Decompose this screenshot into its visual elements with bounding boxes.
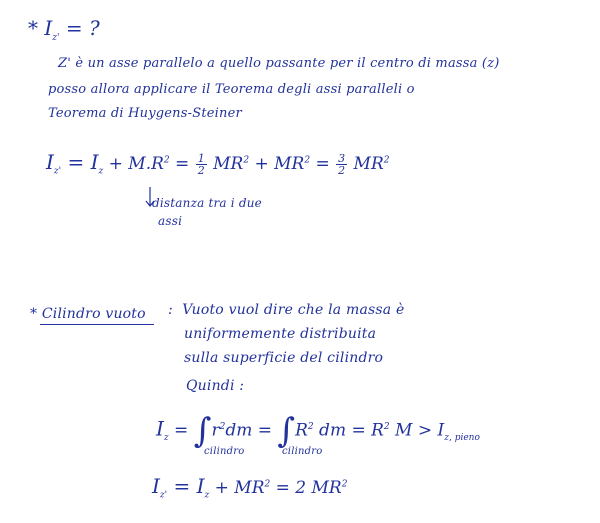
fraction-three-half xyxy=(336,153,347,176)
eq-mr-2: + MR xyxy=(249,154,305,174)
eq-md2: + M.R xyxy=(103,154,164,174)
final-equation xyxy=(152,474,347,500)
eq-equals-1: = xyxy=(169,154,195,174)
question-symbol: * I xyxy=(28,16,53,40)
int-result-sub: z, pieno xyxy=(444,432,480,443)
final-lhs-sub: z' xyxy=(159,490,168,501)
integral-sign-2-icon: ∫ xyxy=(277,411,296,451)
int-lhs: I xyxy=(156,416,164,441)
int-lhs-sub: z xyxy=(163,432,169,443)
quindi-label: Quindi : xyxy=(186,378,245,394)
paragraph-line-1: Z' è un asse parallelo a quello passante per il centro di massa (z) xyxy=(58,56,500,71)
frac1-den: 2 xyxy=(197,164,205,177)
steiner-equation xyxy=(46,150,390,176)
int2-limit: cilindro xyxy=(282,446,323,457)
eq-sq-3: 2 xyxy=(304,155,311,166)
eq-izz: = I xyxy=(61,150,99,174)
int-equals-1: = xyxy=(168,420,194,441)
note-axes: assi xyxy=(158,214,183,228)
frac2-den: 2 xyxy=(338,164,346,177)
integral-sign-icon: ∫ xyxy=(193,411,212,451)
question-tail: = ? xyxy=(65,16,100,40)
eq-izz-sub: z xyxy=(98,166,104,177)
final-sq-1: 2 xyxy=(264,479,271,490)
eq-sq-1: 2 xyxy=(163,155,170,166)
int2-dm: dm = R xyxy=(313,420,384,441)
final-sq-2: 2 xyxy=(341,479,348,490)
int-result: M > I xyxy=(389,420,445,441)
int1-limit: cilindro xyxy=(204,446,245,457)
int2-body: R xyxy=(295,420,308,441)
eq-equals-2: = xyxy=(310,154,336,174)
final-lhs: I xyxy=(152,474,160,498)
note-distance: distanza tra i due xyxy=(152,196,262,210)
desc-line-2: uniformemente distribuita xyxy=(184,326,377,342)
integral-equation xyxy=(156,411,480,451)
int1-dm: dm xyxy=(225,420,253,441)
frac2-num: 3 xyxy=(338,152,346,165)
paragraph-line-3: Teorema di Huygens-Steiner xyxy=(48,106,242,121)
int-equals-2: = xyxy=(252,420,278,441)
fraction-one-half xyxy=(196,153,207,176)
question-subscript: z' xyxy=(52,33,60,43)
section-heading-cilindro: * Cilindro vuoto xyxy=(30,306,146,322)
frac1-num: 1 xyxy=(197,152,205,165)
final-plus: + MR xyxy=(209,478,265,498)
question-heading xyxy=(28,16,100,43)
int1-body: r xyxy=(211,420,220,441)
eq-lhs: I xyxy=(46,150,54,174)
int2-sq: 2 xyxy=(307,421,314,432)
final-iz: = I xyxy=(167,474,205,498)
eq-mr-1: MR xyxy=(207,154,244,174)
eq-mr-3: MR xyxy=(348,154,384,174)
int2-sq-b: 2 xyxy=(383,421,390,432)
eq-lhs-sub: z' xyxy=(53,166,62,177)
desc-line-1: : Vuoto vuol dire che la massa è xyxy=(168,302,405,318)
heading-underline xyxy=(40,324,154,325)
desc-line-1-text: Vuoto vuol dire che la massa è xyxy=(182,302,405,318)
final-iz-sub: z xyxy=(204,490,210,501)
final-result: = 2 MR xyxy=(270,478,342,498)
eq-sq-2: 2 xyxy=(243,155,250,166)
int1-sq: 2 xyxy=(219,421,226,432)
paragraph-line-2: posso allora applicare il Teorema degli assi paralleli o xyxy=(48,82,415,97)
desc-line-3: sulla superficie del cilindro xyxy=(184,350,384,366)
eq-sq-4: 2 xyxy=(383,155,390,166)
